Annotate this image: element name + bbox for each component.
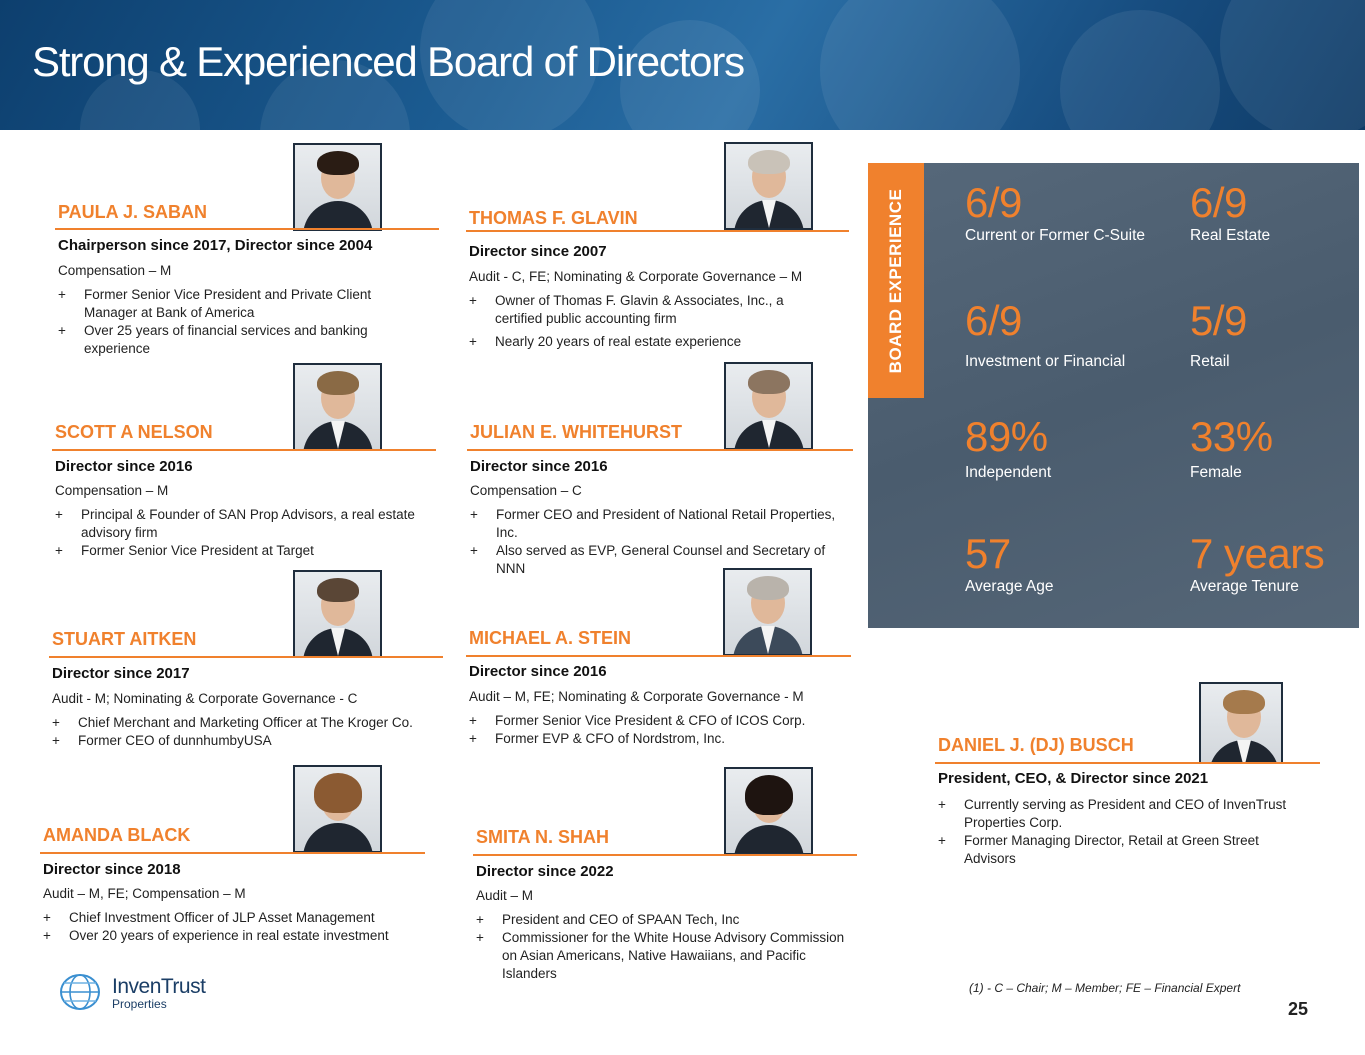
bullet-item: + Currently serving as President and CEO of InvenTrust Properties Corp. (938, 796, 1313, 832)
director-role: Director since 2016 (470, 458, 608, 475)
director-role: Director since 2016 (469, 663, 607, 680)
director-photo (293, 570, 382, 658)
director-name: THOMAS F. GLAVIN (469, 208, 638, 228)
name-divider (52, 449, 436, 451)
board-experience-tab (868, 163, 924, 398)
director-name: STUART AITKEN (52, 629, 197, 649)
director-bullets (469, 712, 849, 748)
name-divider (466, 230, 849, 232)
bullet-item: + Commissioner for the White House Advisory Commission on Asian Americans, Native Hawaiians, and Pacific Islanders (476, 929, 861, 983)
director-committees: Audit – M, FE; Compensation – M (43, 886, 246, 901)
name-divider (467, 449, 853, 451)
director-photo (723, 568, 812, 656)
bullet-item: + Former EVP & CFO of Nordstrom, Inc. (469, 730, 849, 748)
stat-female (1190, 415, 1273, 482)
director-committees: Audit - C, FE; Nominating & Corporate Governance – M (469, 269, 803, 284)
director-photo (293, 143, 382, 231)
globe-icon (58, 972, 104, 1012)
bullet-item: + Principal & Founder of SAN Prop Advisors, a real estate advisory firm (55, 506, 435, 542)
director-bullets (43, 909, 433, 945)
director-photo (1199, 682, 1283, 764)
bullet-item: + Former CEO and President of National Retail Properties, Inc. (470, 506, 840, 542)
stat-label: Independent (965, 464, 1052, 481)
director-committees: Compensation – M (55, 483, 169, 498)
director-name: DANIEL J. (DJ) BUSCH (938, 735, 1134, 755)
stat-label: Retail (1190, 353, 1230, 370)
stat-average-age (965, 532, 1053, 596)
stat-investment (965, 299, 1125, 371)
stat-retail (1190, 299, 1247, 371)
director-role: Director since 2022 (476, 863, 614, 880)
director-role: Director since 2018 (43, 861, 181, 878)
name-divider (40, 852, 425, 854)
footnote: (1) - C – Chair; M – Member; FE – Financial Expert (969, 981, 1241, 995)
bullet-item: + Former CEO of dunnhumbyUSA (52, 732, 442, 750)
stat-value: 6/9 (1190, 179, 1247, 226)
stat-label: Average Tenure (1190, 578, 1299, 595)
director-committees: Audit – M, FE; Nominating & Corporate Governance - M (469, 689, 804, 704)
header-banner (0, 0, 1365, 130)
stat-value: 5/9 (1190, 297, 1247, 344)
director-bullets (55, 506, 435, 560)
director-role: Chairperson since 2017, Director since 2004 (58, 237, 373, 254)
logo-sub-text: Properties (112, 997, 167, 1011)
director-photo (724, 362, 813, 450)
director-name: MICHAEL A. STEIN (469, 628, 632, 648)
director-committees: Audit – M (476, 888, 534, 903)
stat-c-suite (965, 181, 1145, 245)
stat-independent (965, 415, 1051, 482)
page-title: Strong & Experienced Board of Directors (32, 38, 744, 85)
stat-value: 89% (965, 413, 1048, 460)
stat-label: Current or Former C-Suite (965, 227, 1146, 244)
director-bullets (52, 714, 442, 750)
director-name: AMANDA BLACK (43, 825, 191, 845)
bullet-item: + President and CEO of SPAAN Tech, Inc (476, 911, 861, 929)
name-divider (935, 762, 1320, 764)
stat-value: 33% (1190, 413, 1273, 460)
director-photo (724, 142, 813, 230)
name-divider (466, 655, 851, 657)
director-name: SMITA N. SHAH (476, 827, 609, 847)
bullet-item: + Former Senior Vice President and Private Client Manager at Bank of America (58, 286, 418, 322)
stat-value: 6/9 (965, 179, 1022, 226)
stat-label: Investment or Financial (965, 353, 1126, 370)
bullet-item: + Nearly 20 years of real estate experience (469, 333, 809, 351)
director-role: Director since 2016 (55, 458, 193, 475)
logo-brand-text: InvenTrust (112, 975, 206, 998)
board-experience-label: BOARD EXPERIENCE (886, 188, 905, 373)
director-committees: Audit - M; Nominating & Corporate Governance - C (52, 691, 358, 706)
bullet-item: + Chief Merchant and Marketing Officer at The Kroger Co. (52, 714, 442, 732)
board-experience-panel (868, 163, 1359, 628)
stat-label: Real Estate (1190, 227, 1271, 244)
director-committees: Compensation – C (470, 483, 582, 498)
director-bullets (469, 292, 809, 351)
bullet-item: + Over 25 years of financial services and banking experience (58, 322, 418, 358)
director-photo (293, 363, 382, 451)
director-name: PAULA J. SABAN (58, 202, 208, 222)
bullet-item: + Also served as EVP, General Counsel and Secretary of NNN (470, 542, 840, 578)
director-bullets (58, 286, 418, 358)
bullet-item: + Owner of Thomas F. Glavin & Associates, Inc., a certified public accounting firm (469, 292, 809, 328)
name-divider (473, 854, 857, 856)
bullet-item: + Over 20 years of experience in real estate investment (43, 927, 433, 945)
bullet-item: + Chief Investment Officer of JLP Asset Management (43, 909, 433, 927)
director-photo (724, 767, 813, 855)
stat-value: 6/9 (965, 297, 1022, 344)
company-logo (58, 972, 218, 1012)
director-bullets (938, 796, 1313, 868)
stat-label: Average Age (965, 578, 1054, 595)
bullet-item: + Former Managing Director, Retail at Green Street Advisors (938, 832, 1313, 868)
stat-value: 57 (965, 530, 1011, 577)
name-divider (55, 228, 439, 230)
stat-label: Female (1190, 464, 1242, 481)
director-role: Director since 2007 (469, 243, 607, 260)
name-divider (49, 656, 443, 658)
director-bullets (476, 911, 861, 983)
stat-real-estate (1190, 181, 1270, 245)
page-number: 25 (1288, 999, 1309, 1019)
stat-average-tenure (1190, 532, 1324, 596)
director-role: Director since 2017 (52, 665, 190, 682)
director-photo (293, 765, 382, 853)
director-name: JULIAN E. WHITEHURST (470, 422, 683, 442)
stat-value: 7 years (1190, 530, 1325, 577)
director-committees: Compensation – M (58, 263, 172, 278)
director-name: SCOTT A NELSON (55, 422, 213, 442)
director-role: President, CEO, & Director since 2021 (938, 770, 1209, 787)
bullet-item: + Former Senior Vice President at Target (55, 542, 435, 560)
bullet-item: + Former Senior Vice President & CFO of ICOS Corp. (469, 712, 849, 730)
